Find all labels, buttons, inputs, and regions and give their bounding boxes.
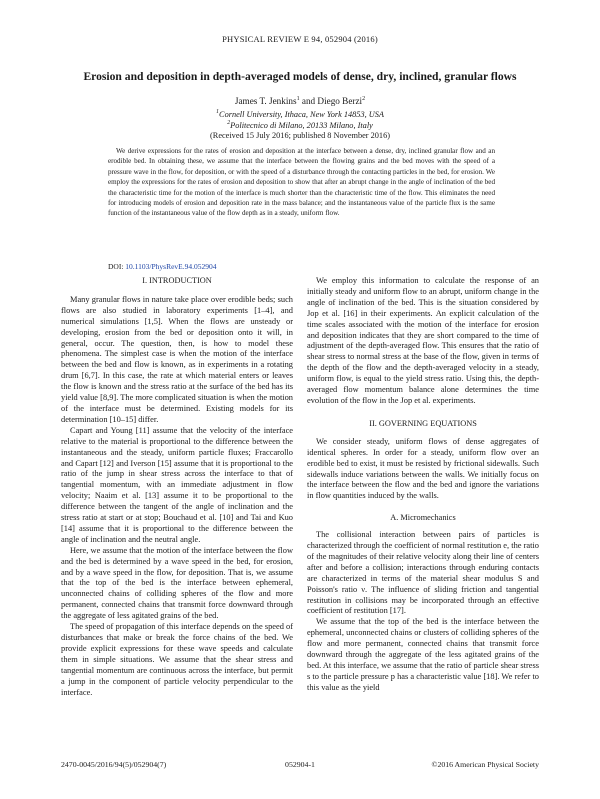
footer-copyright: ©2016 American Physical Society [431,760,539,769]
paragraph: We assume that the top of the bed is the interface between the ephemeral, unconnected chains or clusters of colliding spheres of the flow and more permanent, connected chains that transmit force downward through the aggregate of the less agitated grains of the bed. At this interface, we assume that the ratio of particle shear stress s to the particle pressure p has a characteristic value [18]. We refer to this value as the yield [307,617,539,692]
paragraph: We consider steady, uniform flows of dense aggregates of identical spheres. In order for a steady, uniform flow over an erodible bed to exist, it must be resisted by frictional sidewalls. Such sidewalls induce variations between the walls. We initially focus on the interface between the flow and the bed and ignore the variations in flow quantities induced by the walls. [307,436,539,501]
section-heading-governing: II. GOVERNING EQUATIONS [369,418,477,428]
abstract: We derive expressions for the rates of erosion and deposition at the interface between a dense, dry, inclined granular flow and an erodible bed. In obtaining these, we assume that the interface between the flowing grains and the bed moves with the speed of a pressure wave in the flow, for deposition, or with the speed of a disturbance through the contacting particles in the bed, for erosion. We employ the expressions for the rates of erosion and deposition to show that after an abrupt change in the angle of inclination of the bed the characteristic time for the motion of the interface is much shorter than the characteristic time of the flow. This eliminates the need for introducing models of erosion and deposition rate in the mass balance; and the instantaneous value of the particle flux is the same function of the instantaneous value of the flow depth as in a steady, uniform flow. [108,147,495,218]
affil-2-text: Politecnico di Milano, 20133 Milano, Italy [230,120,373,130]
doi-link[interactable]: 10.1103/PhysRevE.94.052904 [125,262,217,271]
affil-1-mark: 1 [216,109,220,115]
author-berzi[interactable]: and Diego Berzi [301,96,363,107]
received-date: (Received 15 July 2016; published 8 November 2016) [210,131,390,140]
subsection-heading-micromechanics: A. Micromechanics [390,513,456,523]
doi-line [108,262,216,271]
paragraph: The speed of propagation of this interface depends on the speed of disturbances that make or break the force chains of the bed. We provide explicit expressions for these wave speeds and calculate them in simple situations. We assume that the shear stress and tangential momentum are continuous across the interface, but permit a jump in the component of particle velocity perpendicular to the interface. [61,622,293,697]
affil-1-text: Cornell University, Ithaca, New York 14853, USA [219,109,384,119]
paragraph: Capart and Young [11] assume that the velocity of the interface relative to the material is proportional to the difference between the instantaneous and the steady, uniform particle fluxes; Fraccarollo and Capart [12] and Iverson [15] assume that it is proportional to the ratio of the jump in shear stress across the interface to that of tangential momentum, with an immediate adjustment in flow velocity; Naaim et al. [13] assume it to be proportional to the difference between the tangent of the angle of inclination and the stress ratio at start or at stop; Bouchaud et al. [10] and Tai and Kuo [14] assume that it is proportional to the difference between the angle of inclination and the neutral angle. [61,425,293,544]
affil-2-mark: 2 [227,120,231,126]
author-1-affil-mark: 1 [296,96,300,102]
left-column [61,276,293,698]
footer-issn: 2470-0045/2016/94(5)/052904(7) [61,760,167,769]
paragraph: The collisional interaction between pairs of particles is characterized through the coefficient of normal restitution e, the ratio of the magnitudes of their relative velocity along their line of centers after and before a collision; interactions through enduring contacts are characterized in terms of the material shear modulus S and Poisson's ratio ν. The influence of sliding friction and tangential restitution in collisions may be incorporated through an effective coefficient of restitution [17]. [307,530,539,616]
paragraph: Many granular flows in nature take place over erodible beds; such flows are also studied in laboratory experiments [1–4], and numerical simulations [1,5]. When the flows are unsteady or developing, erosion from the bed or deposition onto it will, in general, occur. The question, then, is how to model these phenomena. The simplest case is when the motion of the interface between the bed and flow is known, as in experiments in a rotating drum [6,7]. In this case, the rate at which material enters or leaves the flow is known and the stress ratio at the surface of the bed has its yield value [8,9]. The more complicated situation is when the motion of the interface must be determined. Existing models for its determination [10–15] differ. [61,294,293,424]
affiliation-2 [0,120,600,130]
paragraph: We employ this information to calculate the response of an initially steady and uniform flow to an abrupt, uniform change in the angle of inclination of the bed. This is the situation considered by Jop et al. [16] in their experiments. An explicit calculation of the time scales associated with the motion of the interface for erosion and deposition indicates that they are short compared to the time of adjustment of the depth-averaged flow. This ensures that the ratio of shear stress to normal stress at the base of the flow, given in terms of the depth of the flow and the depth-averaged velocity in a steady, uniform flow, is equal to the yield stress ratio. Using this, the depth-averaged flow momentum balance alone determines the time evolution of the flow in the Jop et al. experiments. [307,276,539,405]
paper-title: Erosion and deposition in depth-averaged models of dense, dry, inclined, granular flows [83,70,517,83]
paragraph: Here, we assume that the motion of the interface between the flow and the bed is determined by a wave speed in the bed, for erosion, and by a wave speed in the flow, for deposition. That is, we assume that the top of the bed is the interface between ephemeral, unconnected chains of colliding spheres of the flow and more permanent, connected chains that transmit force downward through the aggregate of less agitated grains of the bed. [61,545,293,621]
author-line [0,96,600,106]
section-heading-intro: I. INTRODUCTION [142,276,212,285]
author-2-affil-mark: 2 [362,96,366,102]
affiliation-1 [0,109,600,119]
footer-page-number: 052904-1 [285,760,315,769]
right-column [307,276,539,694]
running-head: PHYSICAL REVIEW E 94, 052904 (2016) [222,34,378,44]
doi-label: DOI: [108,262,124,271]
author-jenkins[interactable]: James T. Jenkins [234,96,297,107]
